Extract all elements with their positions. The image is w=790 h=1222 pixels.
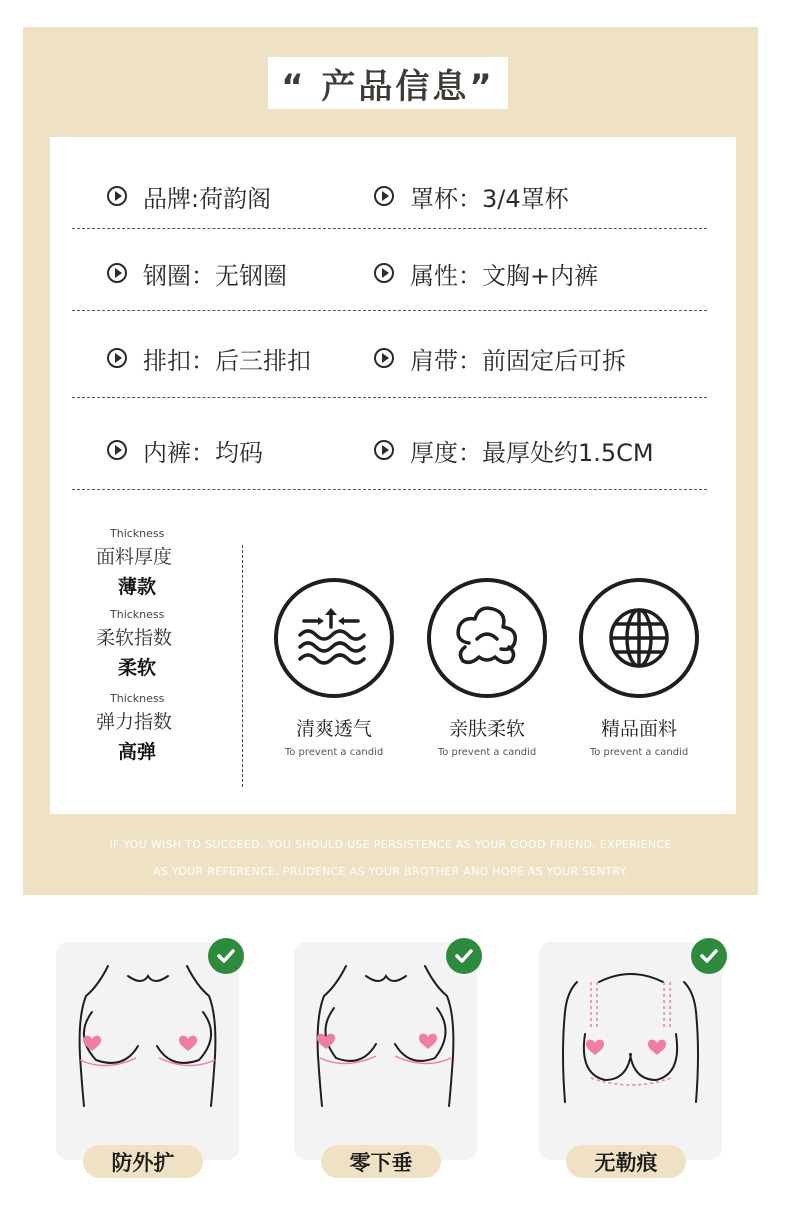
breathable-waves-icon [274, 578, 394, 698]
bust-illustration [56, 942, 239, 1160]
spec-row [72, 176, 707, 216]
spec-item [374, 253, 598, 293]
spec-text: 肩带：前固定后可拆 [410, 346, 626, 375]
level-value: 高弹 [118, 741, 157, 763]
arrow-circle-icon [374, 440, 394, 460]
spec-item [374, 176, 569, 216]
benefit-label: 防外扩 [83, 1145, 203, 1178]
spec-text: 钢圈：无钢圈 [143, 261, 287, 290]
motto-line: AS YOUR REFERENCE, PRUDENCE AS YOUR BROTHER AND HOPE AS YOUR SENTRY. [152, 865, 629, 878]
level-value: 柔软 [118, 657, 157, 679]
spec-row [72, 338, 707, 378]
spec-text: 品牌:荷韵阁 [143, 184, 272, 213]
level-en-label: Thickness [110, 608, 165, 621]
level-cn-label: 弹力指数 [96, 711, 173, 733]
bust-illustration [294, 942, 477, 1160]
feature-fabric [564, 578, 714, 758]
section-title: “ 产品信息” [268, 57, 508, 109]
divider [72, 489, 707, 490]
spec-item [107, 430, 263, 470]
divider [72, 228, 707, 229]
arrow-circle-icon [374, 348, 394, 368]
spec-item [107, 176, 271, 216]
benefit-card [294, 942, 477, 1160]
level-softness [96, 608, 196, 680]
arrow-circle-icon [374, 186, 394, 206]
spec-text: 罩杯：3/4罩杯 [410, 184, 569, 213]
spec-item [374, 338, 626, 378]
spec-item [107, 253, 287, 293]
arrow-circle-icon [374, 263, 394, 283]
globe-fabric-icon [579, 578, 699, 698]
benefit-card [56, 942, 239, 1160]
level-cn-label: 柔软指数 [96, 627, 173, 649]
arrow-circle-icon [107, 263, 127, 283]
benefit-label: 无勒痕 [566, 1145, 686, 1178]
level-value: 薄款 [118, 576, 157, 598]
feature-subtitle: To prevent a candid [284, 747, 384, 758]
feature-title: 清爽透气 [295, 718, 372, 740]
arrow-circle-icon [107, 186, 127, 206]
bust-illustration [539, 942, 722, 1160]
feature-subtitle: To prevent a candid [437, 747, 537, 758]
feature-subtitle: To prevent a candid [589, 747, 689, 758]
spec-row [72, 253, 707, 293]
arrow-circle-icon [107, 348, 127, 368]
spec-text: 排扣：后三排扣 [143, 346, 311, 375]
spec-item [374, 430, 654, 470]
divider [72, 310, 707, 311]
benefit-label: 零下垂 [321, 1145, 441, 1178]
spec-text: 内裤：均码 [143, 438, 263, 467]
feature-title: 亲肤柔软 [448, 718, 525, 740]
arrow-circle-icon [107, 440, 127, 460]
check-icon [446, 938, 482, 974]
spec-row [72, 430, 707, 470]
benefit-card [539, 942, 722, 1160]
level-elasticity [96, 692, 196, 764]
spec-item [107, 338, 311, 378]
vertical-divider [242, 545, 243, 787]
feature-breathable [259, 578, 409, 758]
spec-text: 属性：文胸+内裤 [410, 261, 599, 290]
divider [72, 397, 707, 398]
motto-line: IF YOU WISH TO SUCCEED, YOU SHOULD USE PERSISTENCE AS YOUR GOOD FRIEND, EXPERIENCE [109, 838, 672, 851]
check-icon [208, 938, 244, 974]
feature-soft [412, 578, 562, 758]
level-en-label: Thickness [110, 527, 165, 540]
level-cn-label: 面料厚度 [96, 546, 173, 568]
check-icon [691, 938, 727, 974]
spec-text: 厚度：最厚处约1.5CM [410, 438, 654, 467]
level-fabric-thickness [96, 527, 196, 599]
soft-cotton-icon [427, 578, 547, 698]
level-en-label: Thickness [110, 692, 165, 705]
feature-title: 精品面料 [600, 718, 677, 740]
